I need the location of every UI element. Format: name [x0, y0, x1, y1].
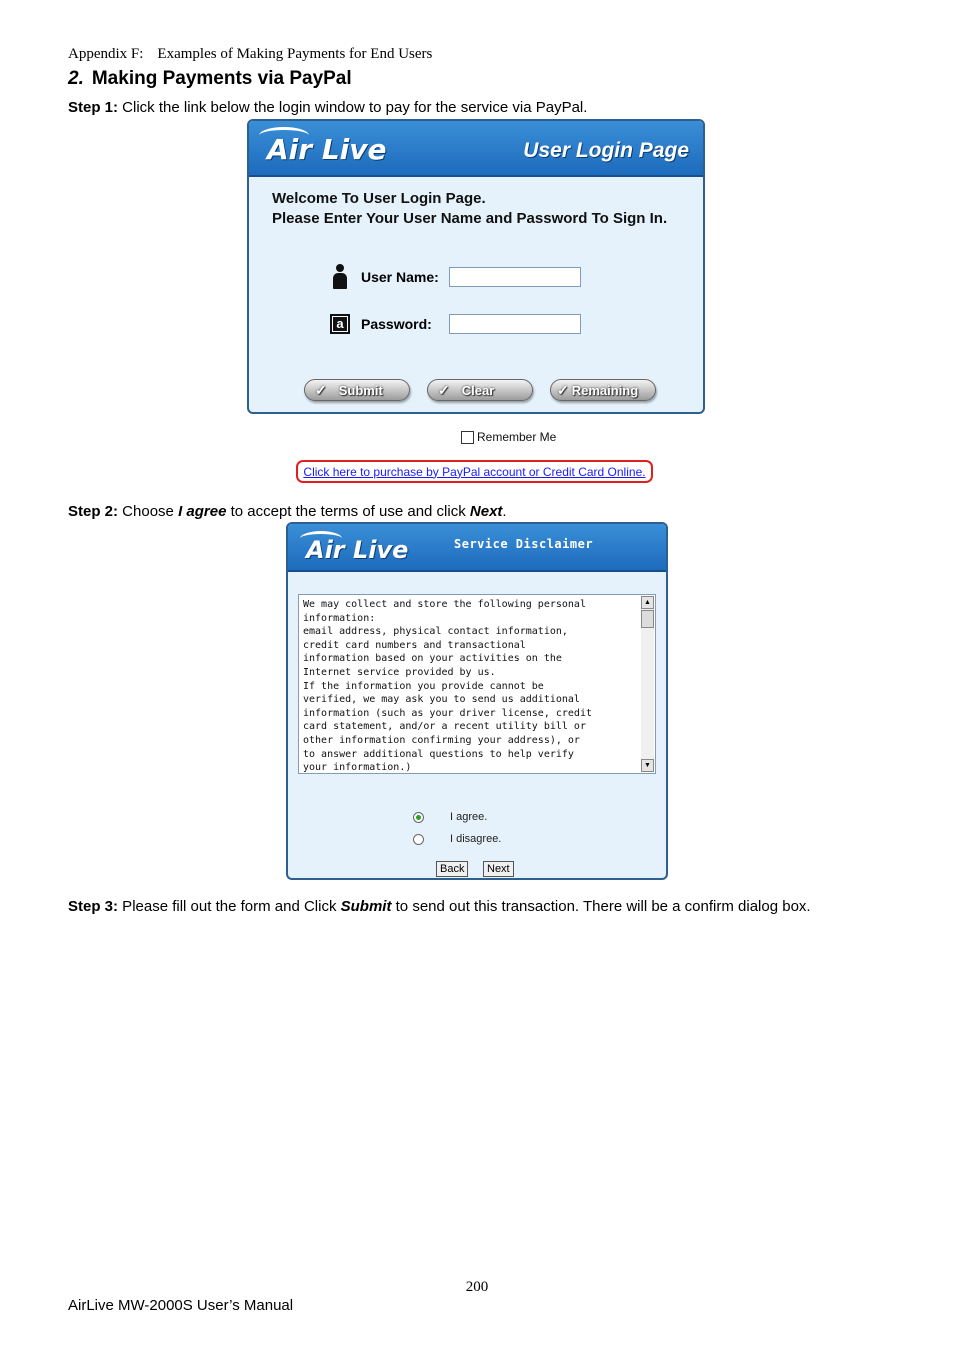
header-appendix: Appendix F:: [68, 46, 144, 62]
next-button[interactable]: Next: [483, 861, 514, 877]
disagree-option[interactable]: [413, 833, 501, 845]
login-banner: [249, 121, 703, 177]
scroll-thumb[interactable]: [641, 610, 654, 628]
step-2-text: [68, 503, 507, 520]
section-title: [68, 68, 352, 90]
step-3-submit: Submit: [340, 898, 392, 915]
password-row: [329, 313, 581, 335]
step-3-post: to send out this transaction. There will be a confirm dialog box.: [391, 898, 811, 915]
airlive-logo: [267, 133, 387, 166]
disclaimer-textarea[interactable]: [298, 594, 656, 774]
username-row: [329, 266, 581, 288]
step-2-mid: to accept the terms of use and click: [226, 503, 470, 520]
remember-me[interactable]: [461, 430, 556, 444]
disagree-radio[interactable]: [413, 834, 424, 845]
step-1-body: Click the link below the login window to pay for the service via PayPal.: [118, 99, 588, 116]
disagree-label: I disagree.: [450, 833, 502, 845]
section-title-text: Making Payments via PayPal: [91, 68, 352, 89]
step-1-text: [68, 99, 587, 116]
disclaimer-banner: [288, 524, 666, 572]
scroll-down-icon[interactable]: ▼: [641, 759, 654, 772]
disclaimer-banner-title: Service Disclaimer: [454, 537, 594, 551]
remaining-button-label: Remaining: [571, 382, 639, 398]
welcome-line-1: Welcome To User Login Page.: [272, 190, 486, 207]
step-1-label: Step 1:: [68, 99, 119, 116]
agree-radio[interactable]: [413, 812, 424, 823]
airlive-logo-text: Air Live: [306, 536, 409, 564]
user-login-window: [247, 119, 705, 414]
service-disclaimer-window: [286, 522, 668, 880]
page-number: 200: [465, 1279, 489, 1295]
clear-button-label: Clear: [461, 382, 495, 398]
submit-button[interactable]: [304, 379, 410, 401]
step-3-label: Step 3:: [68, 898, 119, 915]
disclaimer-scrollbar[interactable]: [641, 596, 654, 772]
paypal-link-highlight: [296, 460, 653, 483]
agree-option[interactable]: [413, 811, 487, 823]
step-2-pre: Choose: [118, 503, 179, 520]
header-title: Examples of Making Payments for End Users: [157, 46, 433, 62]
password-label: Password:: [361, 316, 432, 332]
paypal-purchase-link[interactable]: Click here to purchase by PayPal account or Credit Card Online.: [303, 464, 646, 479]
check-icon: ✓: [438, 381, 450, 398]
manual-footer: AirLive MW-2000S User’s Manual: [68, 1297, 294, 1314]
check-icon: ✓: [557, 381, 569, 398]
airlive-logo-text: Air Live: [267, 133, 387, 166]
section-number: 2.: [68, 68, 84, 89]
check-icon: ✓: [315, 381, 327, 398]
login-banner-title: User Login Page: [523, 139, 689, 162]
welcome-message: [272, 189, 667, 229]
password-input[interactable]: [449, 314, 581, 334]
remaining-button[interactable]: [550, 379, 656, 401]
clear-button[interactable]: [427, 379, 533, 401]
step-3-text: [68, 898, 811, 915]
user-icon: [329, 264, 351, 290]
step-2-next: Next: [469, 503, 503, 520]
step-2-post: .: [502, 503, 507, 520]
disclaimer-text: We may collect and store the following personal information: email address, physical contact information, credit card numbers and transactional information based on your activities on the Internet service provided by us. If the information you provide cannot be verified, we may ask you to send us additional information (such as your driver license, credit card statement, and/or a recent utility bill or other information confirming your address), or to answer additional questions to help verify your information.): [303, 599, 592, 774]
remember-me-label: Remember Me: [477, 430, 557, 444]
agree-label: I agree.: [450, 811, 488, 823]
username-label: User Name:: [361, 269, 439, 285]
back-button[interactable]: Back: [436, 861, 468, 877]
key-icon: a: [329, 311, 351, 337]
welcome-line-2: Please Enter Your User Name and Password To Sign In.: [272, 210, 668, 227]
step-2-label: Step 2:: [68, 503, 119, 520]
step-3-pre: Please fill out the form and Click: [118, 898, 341, 915]
airlive-logo: [306, 536, 408, 564]
remember-me-checkbox[interactable]: [461, 431, 474, 444]
submit-button-label: Submit: [338, 382, 383, 398]
scroll-up-icon[interactable]: ▲: [641, 596, 654, 609]
step-2-agree: I agree: [178, 503, 227, 520]
username-input[interactable]: [449, 267, 581, 287]
page-header: [68, 46, 432, 63]
